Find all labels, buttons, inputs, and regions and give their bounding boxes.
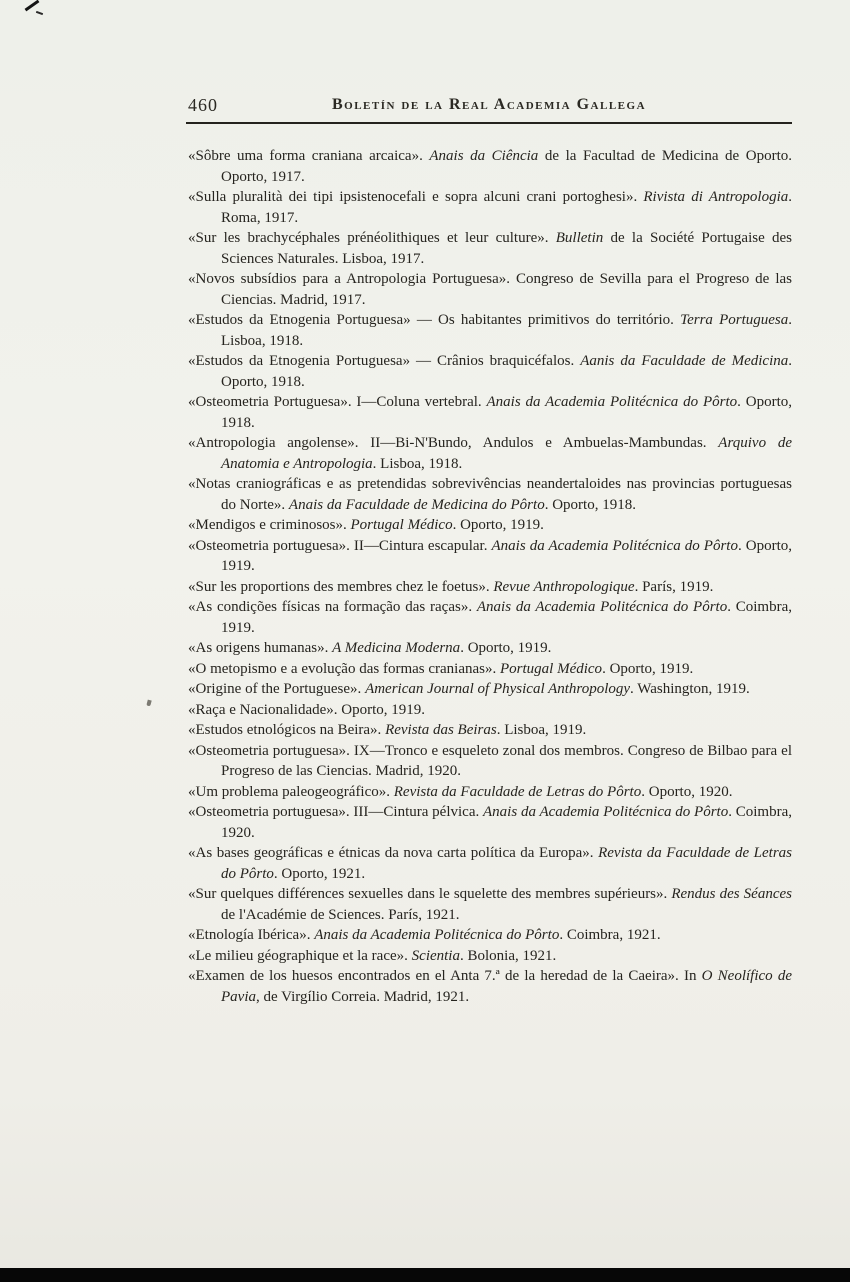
- entry-text: de l'Académie de Sciences. París, 1921.: [221, 906, 460, 923]
- entry-text: «Um problema paleogeográfico».: [188, 783, 394, 800]
- bibliography-entry: [188, 536, 792, 577]
- entry-text: . Lisboa, 1918.: [372, 455, 463, 472]
- journal-title: Revista da Faculdade de Letras do Pôrto: [393, 783, 642, 800]
- journal-title: Anais da Academia Politécnica do Pôrto: [314, 927, 560, 943]
- entry-text: . Oporto, 1918.: [221, 353, 792, 390]
- page-number: 460: [188, 95, 218, 115]
- scan-artifact-speck: [146, 700, 151, 707]
- journal-title: Aanis da Faculdade de Medicina: [580, 353, 789, 369]
- entry-text: . Oporto, 1919.: [221, 537, 792, 574]
- entry-text: . Oporto, 1919.: [602, 660, 694, 677]
- entry-text: «Origine of the Portuguese».: [188, 681, 366, 697]
- journal-title: Anais da Ciência: [429, 148, 539, 164]
- journal-title: Portugal Médico: [499, 660, 603, 677]
- entry-text: «Osteometria portuguesa». II—Cintura escapular.: [188, 537, 492, 554]
- entry-text: «Osteometria Portuguesa». I—Coluna vertebral.: [188, 394, 487, 410]
- entry-text: . Bolonia, 1921.: [459, 947, 557, 964]
- bibliography-entry: [188, 679, 792, 700]
- entry-text: «Osteometria portuguesa». IX—Tronco e esqueleto zonal dos membros. Congreso de Bilbao para el Progreso de las Ciencias. Madrid, 1920.: [188, 742, 792, 779]
- bibliography-entry: [188, 843, 792, 884]
- bibliography-list: [188, 146, 792, 1007]
- entry-text: «Sur les brachycéphales prénéolithiques et leur culture».: [188, 230, 556, 246]
- bibliography-entry: [188, 577, 792, 598]
- entry-text: «Etnología Ibérica».: [188, 927, 315, 943]
- entry-text: , de Virgílio Correia. Madrid, 1921.: [256, 988, 470, 1005]
- journal-title: Arquivo de Anatomia e Antropologia: [221, 435, 792, 472]
- entry-text: «Osteometria portuguesa». III—Cintura pélvica.: [188, 804, 483, 820]
- entry-text: . Coimbra, 1921.: [559, 927, 661, 943]
- entry-text: «O metopismo e a evolução das formas cranianas».: [188, 660, 500, 677]
- bibliography-entry: [188, 782, 792, 803]
- journal-title: American Journal of Physical Anthropology: [365, 681, 631, 697]
- scan-artifact-bottom-bar: [0, 1268, 850, 1282]
- entry-text: . París, 1919.: [634, 578, 714, 595]
- bibliography-entry: [188, 351, 792, 392]
- entry-text: «Le milieu géographique et la race».: [188, 947, 412, 964]
- bibliography-entry: [188, 741, 792, 782]
- journal-title: Rendus des Séances: [671, 886, 792, 902]
- bibliography-entry: [188, 597, 792, 638]
- journal-title: Anais da Academia Politécnica do Pôrto: [486, 394, 738, 410]
- bibliography-entry: [188, 946, 792, 967]
- bibliography-entry: [188, 228, 792, 269]
- bibliography-entry: [188, 925, 792, 946]
- bibliography-entry: [188, 187, 792, 228]
- entry-text: «As bases geográficas e étnicas da nova carta política da Europa».: [188, 845, 599, 861]
- entry-text: «Antropologia angolense». II—Bi-N'Bundo, Andulos e Ambuelas-Mambundas.: [188, 435, 719, 451]
- entry-text: de la Facultad de Medicina de Oporto. Oporto, 1917.: [221, 148, 792, 185]
- header-rule: [186, 122, 792, 124]
- entry-text: . Lisboa, 1919.: [496, 722, 587, 738]
- entry-text: . Coimbra, 1919.: [221, 599, 792, 636]
- bibliography-entry: [188, 146, 792, 187]
- journal-title: O Neolífico de Pavia: [221, 968, 792, 1005]
- journal-title: Anais da Academia Politécnica do Pôrto: [476, 599, 728, 615]
- entry-text: . Oporto, 1918.: [544, 496, 636, 513]
- page-header: [186, 94, 792, 124]
- entry-text: . Oporto, 1921.: [273, 865, 366, 882]
- entry-text: «Estudos etnológicos na Beira».: [188, 722, 386, 738]
- bibliography-entry: [188, 474, 792, 515]
- entry-text: «Sôbre uma forma craniana arcaica».: [188, 148, 430, 164]
- bibliography-entry: [188, 966, 792, 1007]
- bibliography-entry: [188, 638, 792, 659]
- entry-text: «As condições físicas na formação das raças».: [188, 599, 477, 615]
- entry-text: . Roma, 1917.: [221, 189, 792, 226]
- bibliography-entry: [188, 659, 792, 680]
- running-title: Boletín de la Real Academia Gallega: [331, 96, 647, 113]
- journal-title: Portugal Médico: [350, 517, 453, 533]
- journal-title: Terra Portuguesa: [680, 312, 789, 328]
- journal-title: Revista da Faculdade de Letras do Pôrto: [221, 845, 793, 882]
- entry-text: «Raça e Nacionalidade». Oporto, 1919.: [188, 701, 426, 718]
- bibliography-entry: [188, 310, 792, 351]
- entry-text: «Sulla pluralità dei tipi ipsistenocefali e sopra alcuni crani portoghesi».: [188, 189, 644, 205]
- journal-title: Revista das Beiras: [385, 722, 497, 738]
- entry-text: «Sur les proportions des membres chez le foetus».: [188, 578, 494, 595]
- journal-title: A Medicina Moderna: [332, 640, 461, 656]
- entry-text: . Oporto, 1920.: [641, 783, 733, 800]
- entry-text: «As origens humanas».: [188, 640, 333, 656]
- scan-artifact-mark: [36, 11, 43, 15]
- bibliography-entry: [188, 392, 792, 433]
- entry-text: . Oporto, 1919.: [452, 517, 544, 533]
- entry-text: de la Société Portugaise des Sciences Naturales. Lisboa, 1917.: [221, 230, 792, 267]
- journal-title: Revue Anthropologique: [493, 578, 635, 595]
- bibliography-entry: [188, 433, 792, 474]
- bibliography-entry: [188, 802, 792, 843]
- scan-artifact-mark: [25, 0, 40, 11]
- entry-text: «Estudos da Etnogenia Portuguesa» — Os habitantes primitivos do território.: [188, 312, 681, 328]
- journal-title: Anais da Faculdade de Medicina do Pôrto: [288, 496, 545, 513]
- entry-text: . Oporto, 1919.: [460, 640, 552, 656]
- journal-title: Rivista di Antropologia: [643, 189, 789, 205]
- entry-text: . Oporto, 1918.: [221, 394, 792, 431]
- entry-text: . Lisboa, 1918.: [221, 312, 792, 349]
- bibliography-entry: [188, 700, 792, 721]
- journal-title: Bulletin: [555, 230, 604, 246]
- entry-text: «Estudos da Etnogenia Portuguesa» — Crânios braquicéfalos.: [188, 353, 581, 369]
- entry-text: «Mendigos e criminosos».: [188, 517, 351, 533]
- bibliography-entry: [188, 269, 792, 310]
- bibliography-entry: [188, 515, 792, 536]
- journal-title: Anais da Academia Politécnica do Pôrto: [491, 537, 738, 554]
- entry-text: «Sur quelques différences sexuelles dans le squelette des membres supérieurs».: [188, 886, 672, 902]
- entry-text: . Washington, 1919.: [630, 681, 750, 697]
- entry-text: «Examen de los huesos encontrados en el Anta 7.ª de la heredad de la Caeira». In: [188, 968, 702, 984]
- entry-text: «Novos subsídios para a Antropologia Portuguesa». Congreso de Sevilla para el Progreso de las Ciencias. Madrid, 1917.: [188, 271, 792, 308]
- entry-text: «Notas craniográficas e as pretendidas sobrevivências neandertaloides nas provincias portuguesas do Norte».: [188, 476, 792, 513]
- entry-text: . Coimbra, 1920.: [221, 804, 792, 841]
- journal-title: Anais da Academia Politécnica do Pôrto: [483, 804, 729, 820]
- bibliography-entry: [188, 884, 792, 925]
- bibliography-entry: [188, 720, 792, 741]
- journal-title: Scientia: [411, 947, 460, 964]
